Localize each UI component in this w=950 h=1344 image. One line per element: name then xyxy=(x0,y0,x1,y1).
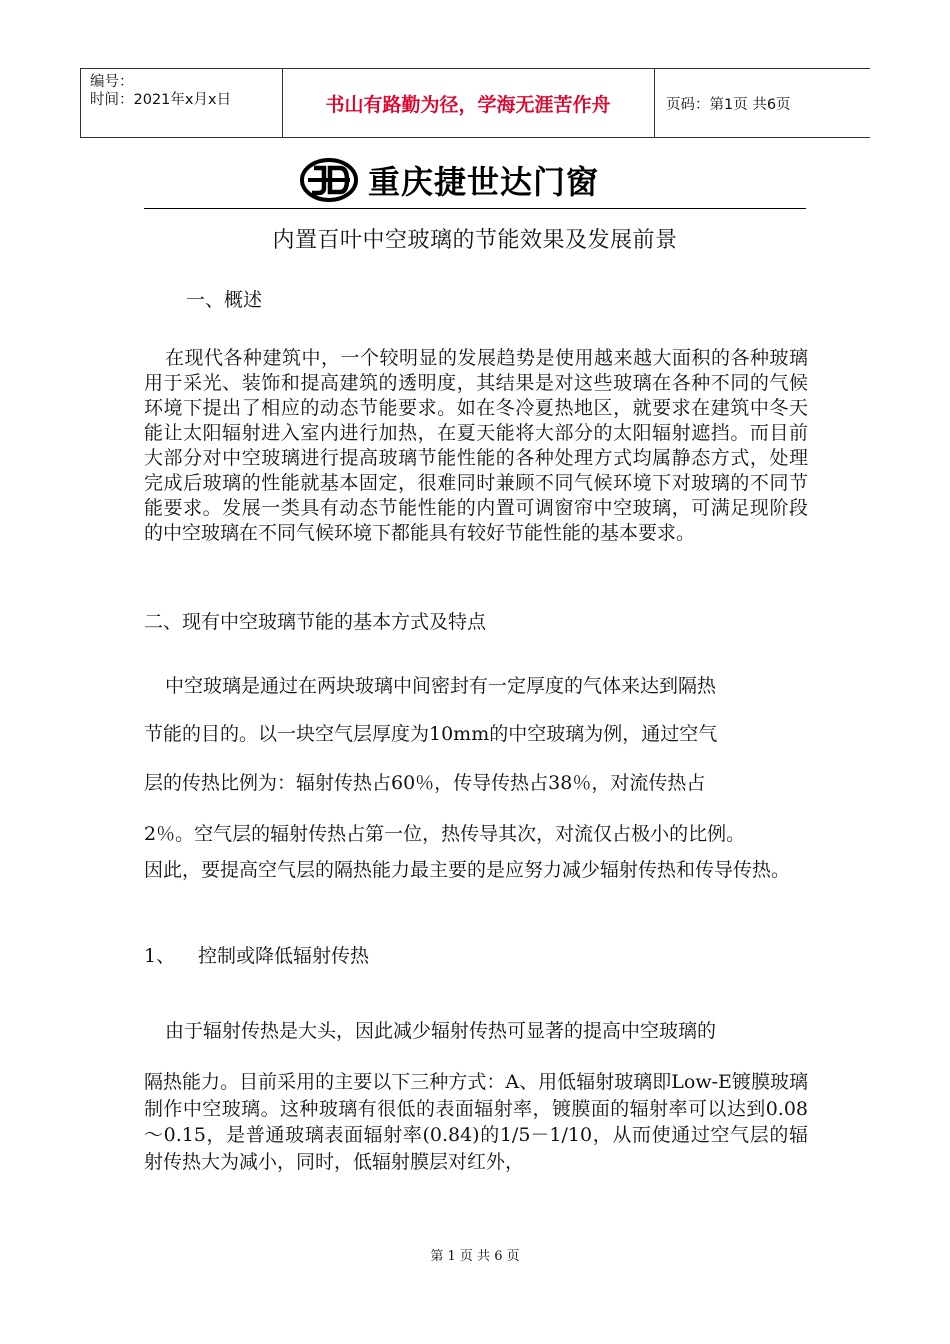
number-label: 编号： xyxy=(90,74,134,90)
section-heading-overview: 一、概述 xyxy=(186,289,263,311)
header-page-info: 页码：第1页 共6页 xyxy=(666,96,791,113)
section-methods-line-4: 2％。空气层的辐射传热占第一位，热传导其次，对流仅占极小的比例。 xyxy=(144,823,746,845)
header-table xyxy=(80,68,870,138)
section-overview-paragraph: 在现代各种建筑中，一个较明显的发展趋势是使用越来越大面积的各种玻璃用于采光、装饰和提高建筑的透明度，其结果是对这些玻璃在各种不同的气候环境下提出了相应的动态节能要求。如在冬冷夏热地区，就要求在建筑中冬天能让太阳辐射进入室内进行加热，在夏天能将大部分的太阳辐射遮挡。而目前大部分对中空玻璃进行提高玻璃节能性能的各种处理方式均属静态方式，处理完成后玻璃的性能就基本固定，很难同时兼顾不同气候环境下对玻璃的不同节能要求。发展一类具有动态节能性能的内置可调窗帘中空玻璃，可满足现阶段的中空玻璃在不同气候环境下都能具有较好节能性能的基本要求。 xyxy=(144,347,808,544)
company-logo-row xyxy=(300,156,599,204)
section-heading-methods: 二、现有中空玻璃节能的基本方式及特点 xyxy=(144,611,487,633)
header-meta xyxy=(90,73,280,109)
page-footer: 第 1 页 共 6 页 xyxy=(430,1249,520,1264)
subsection-number: 1、 xyxy=(144,945,176,967)
time-label: 时间：2021年x月x日 xyxy=(90,92,232,108)
subsection-line-1: 由于辐射传热是大头，因此减少辐射传热可显著的提高中空玻璃的 xyxy=(165,1020,717,1042)
section-methods-line-3: 层的传热比例为：辐射传热占60％，传导传热占38％，对流传热占 xyxy=(144,772,706,794)
section-methods-line-2: 节能的目的。以一块空气层厚度为10mm的中空玻璃为例，通过空气 xyxy=(144,723,718,745)
section-methods-paragraph-end: 因此，要提高空气层的隔热能力最主要的是应努力减少辐射传热和传导传热。 xyxy=(144,859,791,881)
header-divider-2 xyxy=(654,69,655,137)
title-rule xyxy=(144,208,806,209)
subsection-heading-radiation: 控制或降低辐射传热 xyxy=(198,945,370,967)
company-name: 重庆捷世达门窗 xyxy=(368,163,600,201)
subsection-paragraph: 隔热能力。目前采用的主要以下三种方式：A、用低辐射玻璃即Low-E镀膜玻璃制作中空玻璃。这种玻璃有很低的表面辐射率，镀膜面的辐射率可以达到0.08～0.15，是普通玻璃表面辐射率(0.84)的1/5－1/10，从而使通过空气层的辐射传热大为减小，同时，低辐射膜层对红外， xyxy=(144,1071,808,1173)
company-logo-icon xyxy=(300,158,358,202)
header-border-left xyxy=(80,69,81,137)
header-motto: 书山有路勤为径，学海无涯苦作舟 xyxy=(325,93,611,116)
document-title: 内置百叶中空玻璃的节能效果及发展前景 xyxy=(272,228,678,253)
section-methods-line-1: 中空玻璃是通过在两块玻璃中间密封有一定厚度的气体来达到隔热 xyxy=(165,675,717,697)
